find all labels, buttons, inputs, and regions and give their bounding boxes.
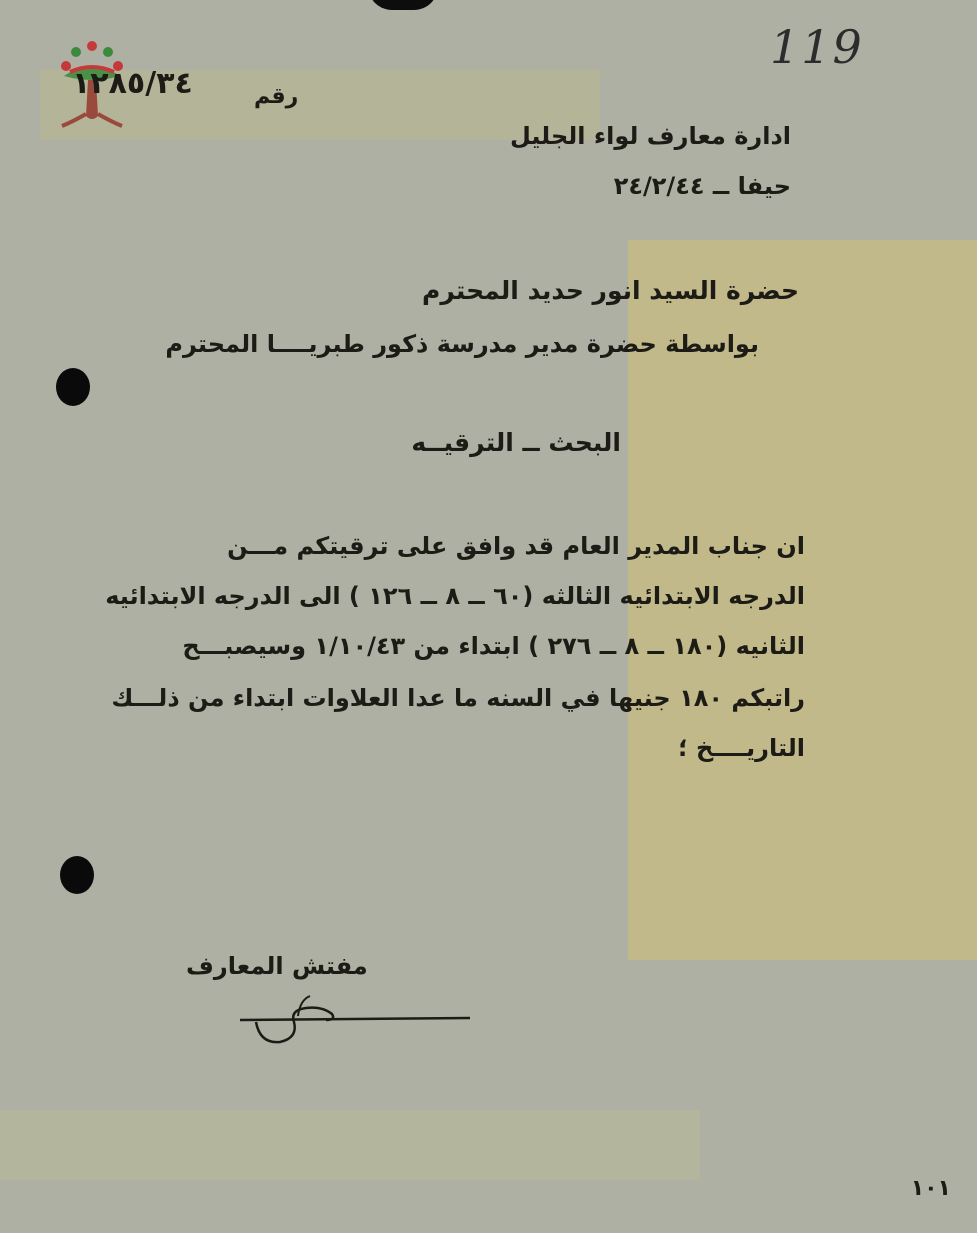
- body-line: الثانيه (١٨٠ ــ ٨ ــ ٢٧٦ ) ابتداء من ١/١٠/٤٣ وسيصبـــح: [182, 632, 805, 660]
- body-line: الدرجه الابتدائيه الثالثه (٦٠ ــ ٨ ــ ١٢٦ ) الى الدرجه الابتدائيه: [105, 582, 805, 610]
- paper-stain: [0, 1110, 700, 1180]
- body-line: راتبكم ١٨٠ جنيها في السنه ما عدا العلاوات ابتداء من ذلـــك: [111, 684, 805, 712]
- signatory-title: مفتش المعارف: [186, 952, 368, 980]
- top-notch: [368, 0, 438, 10]
- place-date: حيفا ــ ٢٤/٢/٤٤: [613, 172, 791, 200]
- addressee-line: حضرة السيد انور حديد المحترم: [422, 276, 799, 305]
- punch-hole: [56, 368, 90, 406]
- body-line: ان جناب المدير العام قد وافق على ترقيتكم مـــن: [227, 532, 805, 560]
- footer-mark: ١٠١: [910, 1176, 951, 1201]
- body-line: التاريــــخ ؛: [678, 734, 805, 762]
- handwritten-signature: [236, 992, 476, 1052]
- office-name: ادارة معارف لواء الجليل: [509, 122, 791, 150]
- subject-line: البحث ــ الترقيــه: [411, 428, 621, 457]
- reference-label: رقم: [254, 84, 299, 109]
- page-number: 119: [770, 20, 864, 74]
- via-line: بواسطة حضرة مدير مدرسة ذكور طبريــــا المحترم: [165, 330, 759, 358]
- punch-hole: [60, 856, 94, 894]
- reference-number: ١٢٨٥/٣٤: [72, 66, 193, 101]
